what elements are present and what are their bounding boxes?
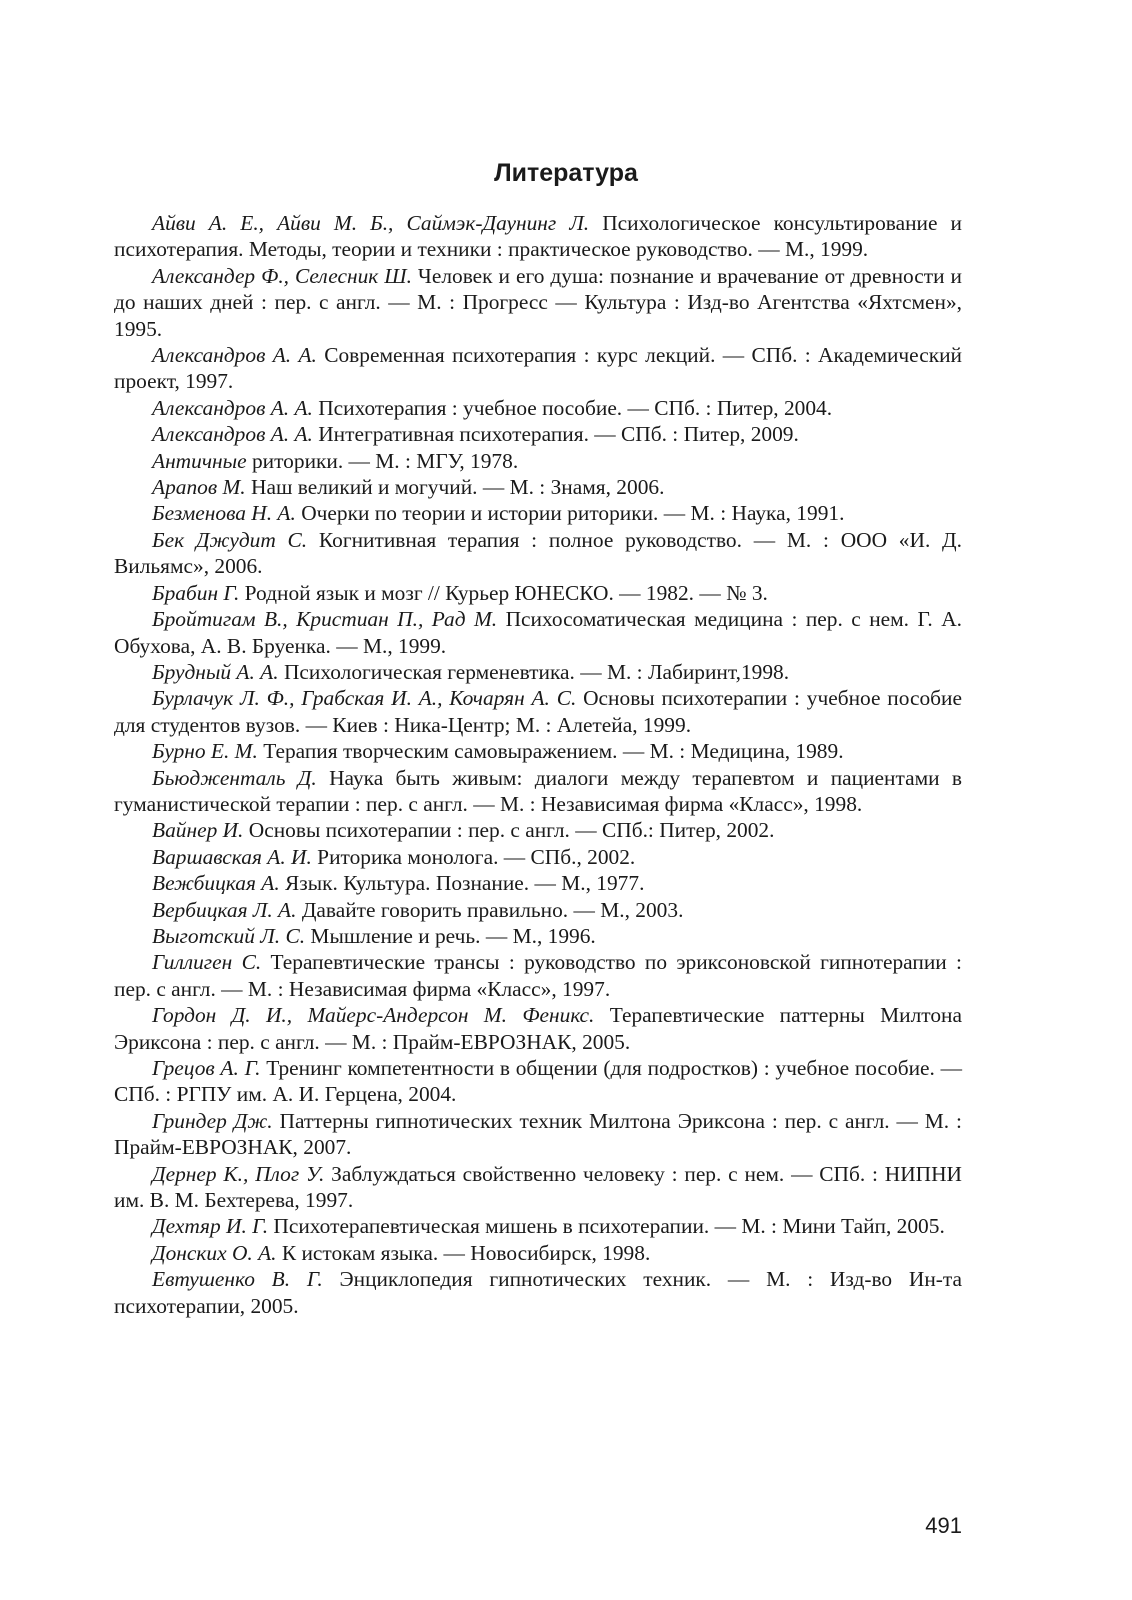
reference-entry bbox=[114, 580, 962, 606]
reference-text: Интегративная психотерапия. — СПб. : Питер, 2009. bbox=[312, 422, 799, 447]
reference-text: Энциклопедия гипнотических техник. — М. : Изд-во Ин-та психотерапии, 2005. bbox=[114, 1267, 962, 1318]
reference-author: Бек Джудит С. bbox=[152, 527, 308, 552]
reference-entry bbox=[114, 765, 962, 818]
reference-entry bbox=[114, 421, 962, 447]
reference-entry bbox=[114, 1108, 962, 1161]
reference-entry bbox=[114, 263, 962, 342]
reference-text: Современная психотерапия : курс лекций. — СПб. : Академический проект, 1997. bbox=[114, 343, 962, 394]
reference-author: Вербицкая Л. А. bbox=[152, 897, 297, 922]
reference-text: Психотерапевтическая мишень в психотерапии. — М. : Мини Тайп, 2005. bbox=[268, 1214, 945, 1239]
reference-text: Очерки по теории и истории риторики. — М. : Наука, 1991. bbox=[295, 501, 845, 526]
reference-text: Психологическая герменевтика. — М. : Лабиринт,1998. bbox=[278, 659, 790, 684]
reference-author: Вайнер И. bbox=[152, 818, 244, 843]
reference-entry bbox=[114, 685, 962, 738]
reference-text: К истокам языка. — Новосибирск, 1998. bbox=[276, 1240, 651, 1265]
reference-entry bbox=[114, 923, 962, 949]
reference-entry bbox=[114, 395, 962, 421]
reference-text: Наш великий и могучий. — М. : Знамя, 2006. bbox=[245, 475, 665, 500]
reference-text: Родной язык и мозг // Курьер ЮНЕСКО. — 1982. — № 3. bbox=[239, 580, 768, 605]
reference-author: Гиллиген С. bbox=[152, 950, 262, 975]
page-number: 491 bbox=[925, 1513, 962, 1538]
reference-author: Варшавская А. И. bbox=[152, 844, 312, 869]
reference-author: Бурно Е. М. bbox=[152, 739, 258, 764]
reference-text: Психотерапия : учебное пособие. — СПб. : Питер, 2004. bbox=[312, 395, 833, 420]
reference-text: Паттерны гипнотических техник Милтона Эриксона : пер. с англ. — М. : Прайм-ЕВРОЗНАК, 2007. bbox=[114, 1108, 962, 1160]
reference-author: Александров А. А. bbox=[152, 343, 317, 368]
reference-author: Грецов А. Г. bbox=[152, 1056, 261, 1080]
reference-entry bbox=[114, 1161, 962, 1214]
reference-author: Бурлачук Л. Ф., Грабская И. А., Кочарян А. С. bbox=[152, 686, 577, 711]
reference-entry bbox=[114, 210, 962, 263]
reference-text: Терапия творческим самовыражением. — М. : Медицина, 1989. bbox=[257, 739, 844, 764]
reference-entry bbox=[114, 527, 962, 580]
reference-author: Арапов М. bbox=[152, 475, 246, 500]
reference-text: Мышление и речь. — М., 1996. bbox=[305, 923, 596, 948]
reference-text: Психосоматическая медицина : пер. с нем. Г. А. Обухова, А. В. Бруенка. — М., 1999. bbox=[114, 607, 962, 658]
reference-entry bbox=[114, 870, 962, 896]
reference-author: Брабин Г. bbox=[152, 580, 240, 605]
reference-author: Донских О. А. bbox=[152, 1240, 277, 1265]
reference-text: Психологическое консультирование и психотерапия. Методы, теории и техники : практическое руководство. — М., 1999. bbox=[114, 211, 962, 262]
reference-author: Выготский Л. С. bbox=[152, 923, 306, 948]
reference-author: Античные bbox=[152, 448, 247, 473]
reference-entry bbox=[114, 738, 962, 764]
reference-list bbox=[114, 210, 962, 1319]
reference-author: Бьюдженталь Д. bbox=[152, 765, 317, 790]
reference-entry bbox=[114, 448, 962, 474]
reference-text: Наука быть живым: диалоги между терапевтом и пациентами в гуманистической терапии : пер. с англ. — М. : Независимая фирма «Класс», 1998. bbox=[114, 765, 962, 816]
reference-author: Гордон Д. И., Майерс-Андерсон М. Феникс. bbox=[152, 1003, 595, 1028]
reference-entry bbox=[114, 1266, 962, 1319]
reference-author: Брудный А. А. bbox=[152, 659, 279, 684]
reference-text: риторики. — М. : МГУ, 1978. bbox=[246, 448, 519, 473]
reference-entry bbox=[114, 1002, 962, 1055]
reference-text: Основы психотерапии : пер. с англ. — СПб.: Питер, 2002. bbox=[243, 818, 775, 843]
reference-entry bbox=[114, 606, 962, 659]
reference-text: Язык. Культура. Познание. — М., 1977. bbox=[279, 871, 645, 896]
reference-text: Тренинг компетентности в общении (для подростков) : учебное пособие. — СПб. : РГПУ им. А. И. Герцена, 2004. bbox=[114, 1056, 962, 1107]
reference-author: Вежбицкая А. bbox=[152, 871, 280, 896]
reference-entry bbox=[114, 659, 962, 685]
reference-entry bbox=[114, 474, 962, 500]
reference-entry bbox=[114, 1213, 962, 1239]
reference-entry bbox=[114, 500, 962, 526]
reference-entry bbox=[114, 949, 962, 1002]
reference-entry bbox=[114, 817, 962, 843]
reference-author: Айви А. Е., Айви М. Б., Саймэк-Даунинг Л. bbox=[152, 211, 590, 235]
reference-author: Гриндер Дж. bbox=[152, 1108, 273, 1133]
reference-text: Терапевтические паттерны Милтона Эриксона : пер. с англ. — М. : Прайм-ЕВРОЗНАК, 2005. bbox=[114, 1003, 962, 1054]
reference-entry bbox=[114, 1055, 962, 1108]
reference-entry bbox=[114, 342, 962, 395]
reference-author: Бройтигам В., Кристиан П., Рад М. bbox=[152, 607, 498, 632]
reference-text: Давайте говорить правильно. — М., 2003. bbox=[296, 897, 684, 922]
reference-author: Александров А. А. bbox=[152, 422, 313, 447]
reference-entry bbox=[114, 897, 962, 923]
reference-text: Терапевтические трансы : руководство по эриксоновской гипнотерапии : пер. с англ. — М. : Независимая фирма «Класс», 1997. bbox=[114, 950, 962, 1001]
reference-entry bbox=[114, 844, 962, 870]
reference-text: Риторика монолога. — СПб., 2002. bbox=[311, 844, 636, 869]
reference-author: Дехтяр И. Г. bbox=[152, 1214, 269, 1239]
reference-text: Человек и его душа: познание и врачевание от древности и до наших дней : пер. с англ. — М. : Прогресс — Культура : Изд-во Агентства «Яхтсмен», 1995. bbox=[114, 263, 962, 341]
reference-author: Александров А. А. bbox=[152, 395, 313, 420]
reference-entry bbox=[114, 1240, 962, 1266]
reference-text: Заблуждаться свойственно человеку : пер. с нем. — СПб. : НИПНИ им. В. М. Бехтерева, 1997. bbox=[114, 1161, 962, 1213]
reference-author: Дернер К., Плог У. bbox=[152, 1161, 325, 1186]
reference-author: Безменова Н. А. bbox=[152, 501, 296, 526]
reference-author: Александер Ф., Селесник Ш. bbox=[152, 263, 412, 288]
reference-author: Евтушенко В. Г. bbox=[152, 1267, 323, 1292]
reference-text: Когнитивная терапия : полное руководство. — М. : ООО «И. Д. Вильямс», 2006. bbox=[114, 527, 962, 579]
reference-text: Основы психотерапии : учебное пособие для студентов вузов. — Киев : Ника-Центр; М. : Алетейа, 1999. bbox=[114, 686, 962, 737]
page-title: Литература bbox=[494, 159, 638, 187]
